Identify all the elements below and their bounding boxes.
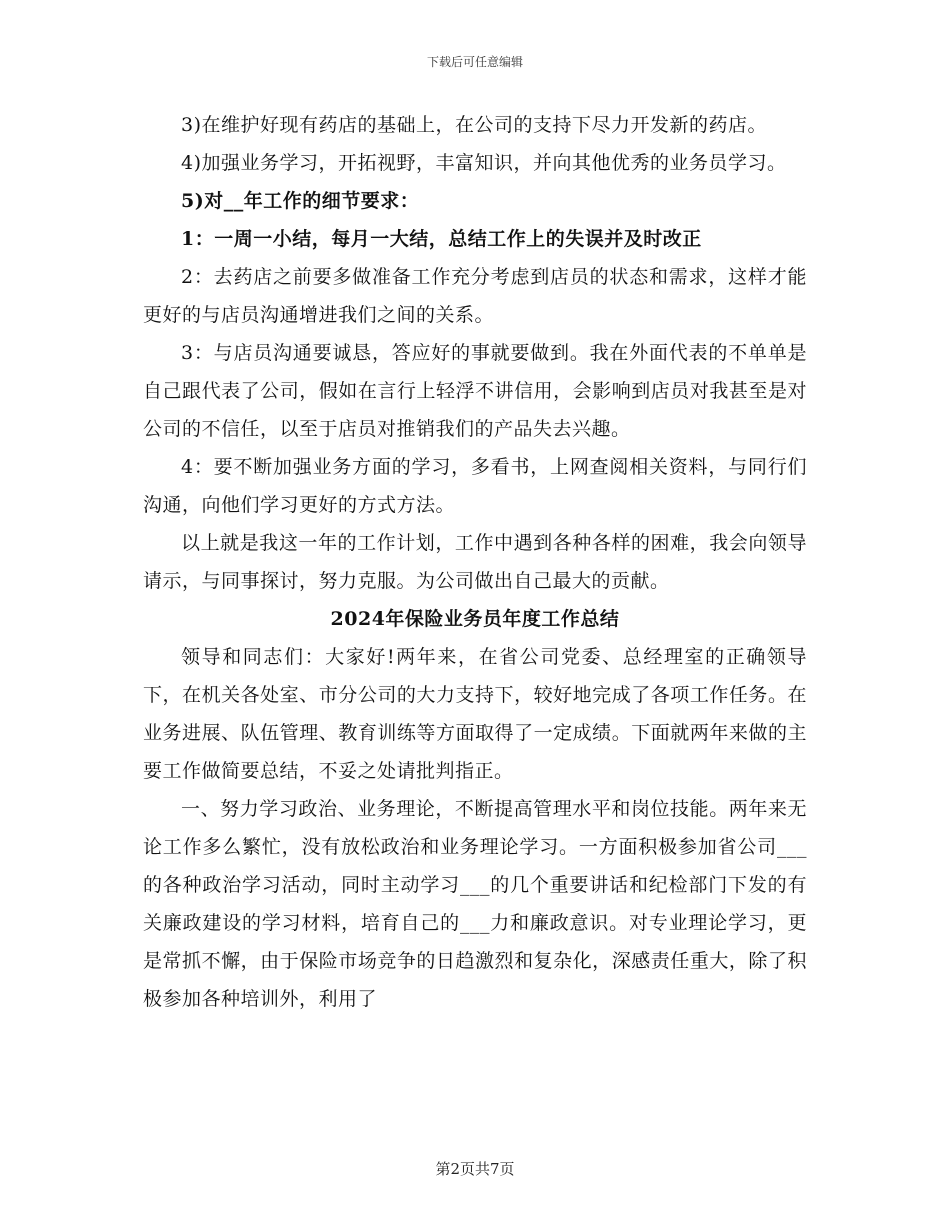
section-one-paragraph: 一、努力学习政治、业务理论，不断提高管理水平和岗位技能。两年来无论工作多么繁忙，没有放松政治和业务理论学习。一方面积极参加省公司___的各种政治学习活动，同时主动学习___的几个重要讲话和纪检部门下发的有关廉政建设的学习材料，培育自己的___力和廉政意识。对专业理论学习，更是常抓不懈，由于保险市场竞争的日趋激烈和复杂化，深感责任重大，除了积极参加各种培训外，利用了 <box>143 798 807 1010</box>
page-header: 下载后可任意编辑 <box>426 55 523 69</box>
greeting-paragraph: 领导和同志们：大家好!两年来，在省公司党委、总经理室的正确领导下，在机关各处室、市分公司的大力支持下，较好地完成了各项工作任务。在业务进展、队伍管理、教育训练等方面取得了一定成绩。下面就两年来做的主要工作做简要总结，不妥之处请批判指正。 <box>143 646 807 782</box>
paragraph-item-4: 4)加强业务学习，开拓视野，丰富知识，并向其他优秀的业务员学习。 <box>181 152 787 174</box>
section-heading-detail-requirements: 5)对__年工作的细节要求： <box>181 190 420 212</box>
requirement-1: 1：一周一小结，每月一大结，总结工作上的失误并及时改正 <box>181 228 702 250</box>
requirement-3: 3：与店员沟通要诚恳，答应好的事就要做到。我在外面代表的不单单是自己跟代表了公司，假如在言行上轻浮不讲信用，会影响到店员对我甚至是对公司的不信任，以至于店员对推销我们的产品失去兴趣。 <box>143 342 807 440</box>
requirement-2: 2：去药店之前要多做准备工作充分考虑到店员的状态和需求，这样才能更好的与店员沟通增进我们之间的关系。 <box>143 266 807 326</box>
document-body <box>143 106 807 1018</box>
page-footer: 第2页共7页 <box>435 1160 515 1178</box>
paragraph-item-3: 3)在维护好现有药店的基础上，在公司的支持下尽力开发新的药店。 <box>181 114 768 136</box>
requirement-4: 4：要不断加强业务方面的学习，多看书，上网查阅相关资料，与同行们沟通，向他们学习更好的方式方法。 <box>143 456 807 516</box>
closing-paragraph: 以上就是我这一年的工作计划，工作中遇到各种各样的困难，我会向领导请示，与同事探讨，努力克服。为公司做出自己最大的贡献。 <box>143 532 807 592</box>
document-title: 2024年保险业务员年度工作总结 <box>330 608 620 630</box>
